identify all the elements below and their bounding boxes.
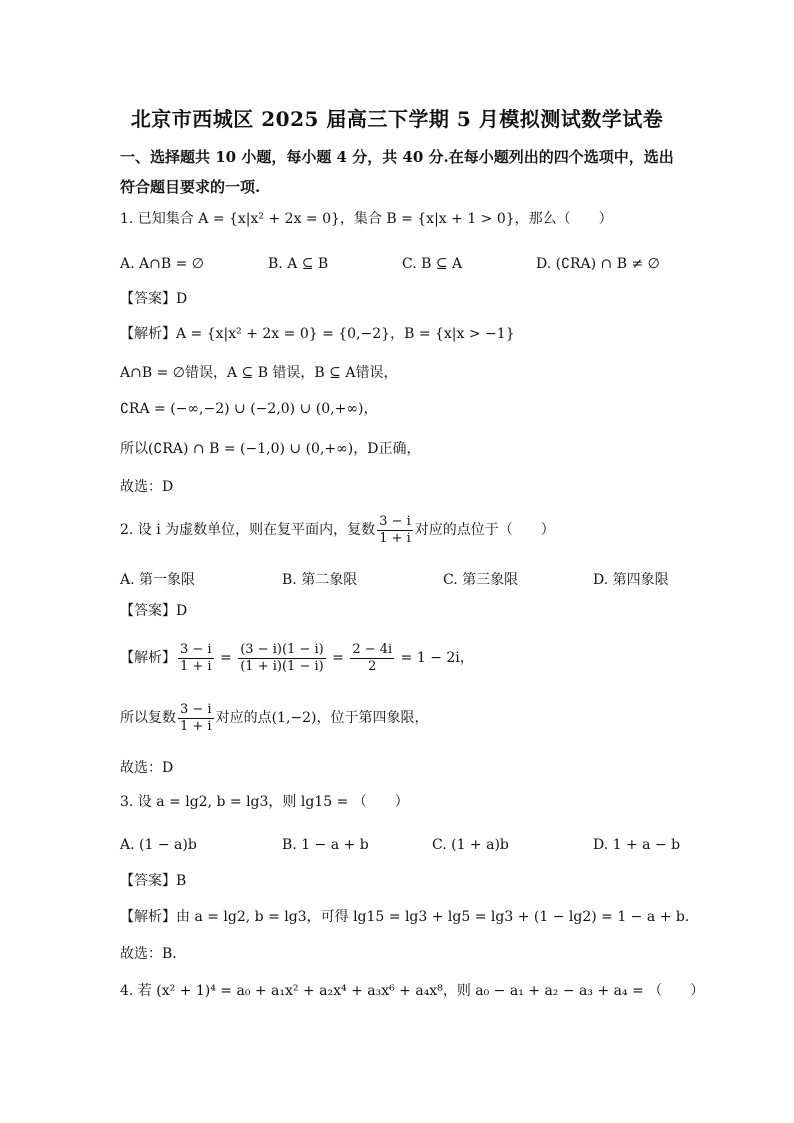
q2-analysis-frac-3-num: 2 − 4i — [352, 641, 393, 657]
q2-analysis-frac-2 — [238, 642, 325, 675]
q2-answer: 【答案】D — [120, 603, 188, 619]
q2-analysis-frac-3 — [350, 642, 394, 675]
q1-option-c: C. B ⊆ A — [402, 256, 463, 272]
q3-option-d: D. 1 + a − b — [593, 837, 681, 853]
q2-stem-frac-num: 3 − i — [379, 513, 411, 529]
q1-option-d: D. (∁RA) ∩ B ≠ ∅ — [536, 256, 660, 272]
q1-answer: 【答案】D — [120, 291, 188, 307]
question-1-stem: 1. 已知集合 A = {x|x² + 2x = 0}，集合 B = {x|x + 1 > 0}，那么（ ） — [120, 211, 613, 227]
question-4-stem: 4. 若 (x² + 1)⁴ = a₀ + a₁x² + a₂x⁴ + a₃x⁶ + a₄x⁸，则 a₀ − a₁ + a₂ − a₃ + a₄ = （ ） — [120, 983, 705, 999]
q2-analysis-frac-1-num: 3 − i — [180, 641, 212, 657]
q3-answer: 【答案】B — [120, 873, 187, 889]
q1-conclusion: 故选：D — [120, 479, 174, 495]
page-title: 北京市西城区 2025 届高三下学期 5 月模拟测试数学试卷 — [130, 107, 664, 131]
q2-line2-frac-num: 3 − i — [180, 701, 212, 717]
q2-option-c: C. 第三象限 — [443, 572, 519, 588]
q1-option-b: B. A ⊆ B — [268, 256, 329, 272]
question-3-stem: 3. 设 a = lg2, b = lg3，则 lg15 = （ ） — [120, 794, 409, 810]
section-heading: 一、选择题共 10 小题，每小题 4 分，共 40 分.在每小题列出的四个选项中，选出符合题目要求的一项. — [120, 148, 674, 196]
q2-option-b: B. 第二象限 — [282, 572, 358, 588]
q2-line2-frac-den: 1 + i — [180, 718, 212, 734]
q2-analysis-label: 【解析】 — [120, 650, 176, 666]
q2-line2-fraction — [178, 702, 214, 735]
q2-option-d: D. 第四象限 — [593, 572, 669, 588]
q2-stem-frac-den: 1 + i — [379, 530, 411, 546]
question-2-stem — [120, 510, 555, 550]
q2-analysis-line-2 — [120, 698, 429, 738]
q2-stem-prefix: 2. 设 i 为虚数单位，则在复平面内，复数 — [120, 522, 376, 538]
q1-analysis-line-3: ∁RA = (−∞,−2) ∪ (−2,0) ∪ (0,+∞)， — [120, 401, 378, 417]
q2-stem-suffix: 对应的点位于（ ） — [414, 522, 555, 538]
q3-option-b: B. 1 − a + b — [282, 837, 369, 853]
q3-analysis: 【解析】由 a = lg2, b = lg3，可得 lg15 = lg3 + lg5 = lg3 + (1 − lg2) = 1 − a + b. — [120, 909, 690, 925]
q2-analysis-frac-1 — [178, 642, 214, 675]
q2-stem-fraction — [377, 514, 413, 547]
q2-analysis-tail: = 1 − 2i， — [400, 650, 474, 666]
q1-option-a: A. A∩B = ∅ — [120, 256, 204, 272]
q2-line2-suffix: 对应的点(1,−2)，位于第四象限， — [215, 710, 429, 726]
q3-option-c: C. (1 + a)b — [432, 837, 509, 853]
q3-conclusion: 故选：B. — [120, 946, 177, 962]
q2-analysis-line-1: 【解析】 $\frac{3 - i}{1 + i}$ = $\frac{(3 - i)(1 - i)}{(1 + i)(1 - i)}$ = $\frac{2 - 4i}{2}$ = 1 − 2i， — [120, 641, 474, 674]
q2-analysis-frac-1-den: 1 + i — [180, 658, 212, 674]
q2-analysis-frac-2-den: (1 + i)(1 − i) — [240, 658, 324, 674]
q2-analysis-frac-2-num: (3 − i)(1 − i) — [240, 641, 324, 657]
q1-analysis-line-1: 【解析】A = {x|x² + 2x = 0} = {0,−2}，B = {x|x > −1} — [120, 326, 515, 342]
q1-analysis-line-2: A∩B = ∅错误，A ⊆ B 错误，B ⊆ A错误， — [120, 365, 398, 381]
q2-option-a: A. 第一象限 — [120, 572, 196, 588]
q2-line2-prefix: 所以复数 — [120, 710, 176, 726]
q2-conclusion: 故选：D — [120, 760, 174, 776]
q1-analysis-line-4: 所以(∁RA) ∩ B = (−1,0) ∪ (0,+∞)，D正确， — [120, 441, 421, 457]
q2-analysis-frac-3-den: 2 — [368, 658, 377, 674]
q3-option-a: A. (1 − a)b — [120, 837, 197, 853]
